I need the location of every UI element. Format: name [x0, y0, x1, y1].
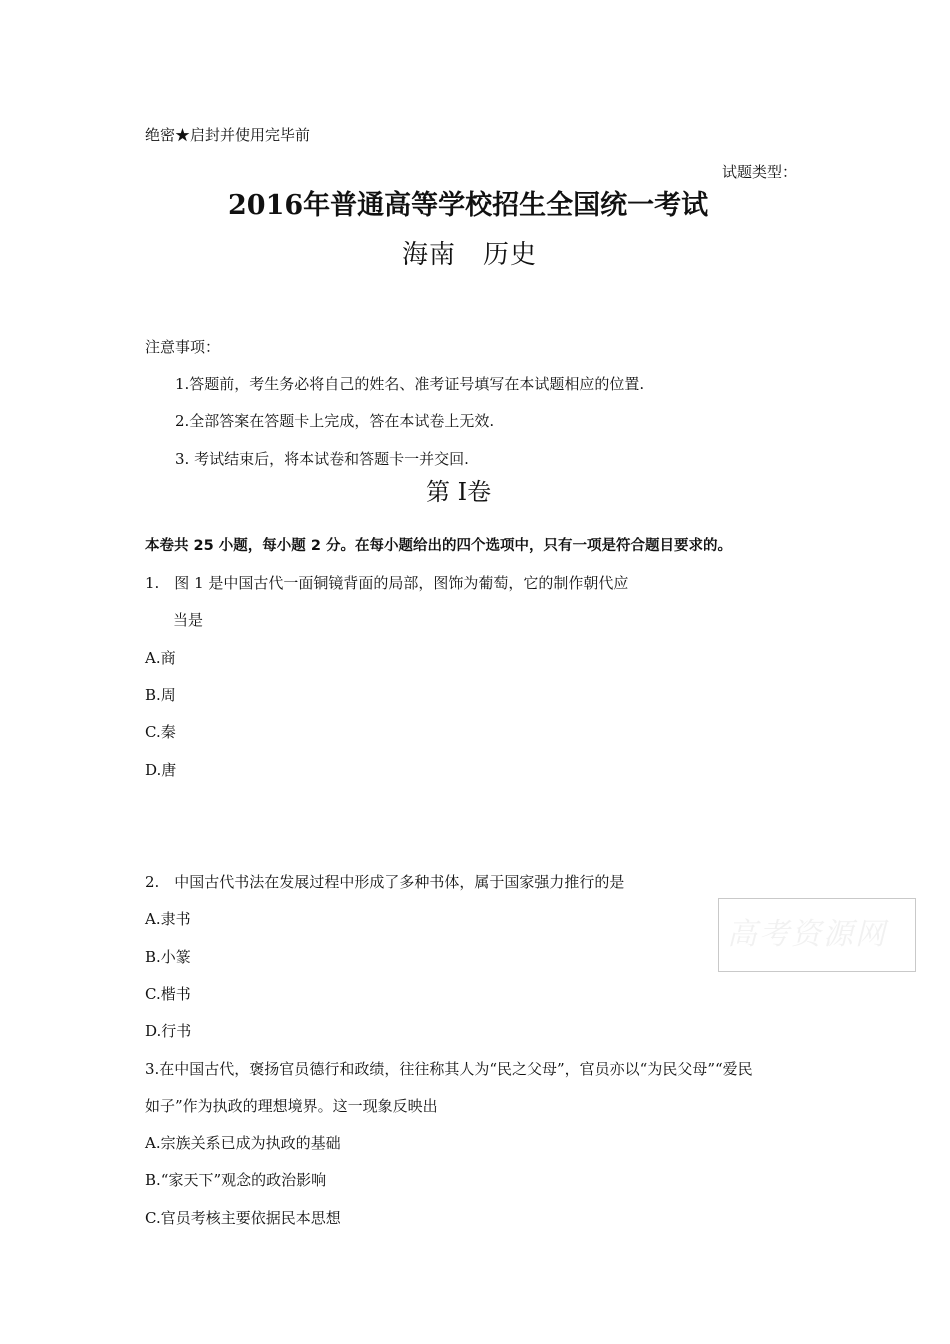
question-stem: 2. 中国古代书法在发展过程中形成了多种书体，属于国家强力推行的是	[145, 873, 625, 891]
option-a: A.隶书	[145, 910, 191, 928]
option-c: C.秦	[145, 723, 176, 741]
watermark-logo	[718, 898, 916, 972]
secret-label: 绝密★启封并使用完毕前	[145, 126, 311, 144]
option-c: C.楷书	[145, 985, 191, 1003]
exam-type-label: 试题类型：	[722, 163, 798, 181]
option-c: C.官员考核主要依据民本思想	[145, 1209, 341, 1227]
option-b: B.小篆	[145, 948, 191, 966]
option-a: A.宗族关系已成为执政的基础	[145, 1134, 341, 1152]
notes-heading: 注意事项：	[145, 338, 221, 356]
note-item: 2.全部答案在答题卡上完成，答在本试卷上无效.	[175, 412, 495, 430]
note-item: 1.答题前，考生务必将自己的姓名、准考证号填写在本试题相应的位置.	[175, 375, 645, 393]
option-d: D.行书	[145, 1022, 192, 1040]
option-a: A.商	[145, 649, 176, 667]
question-stem: 3.在中国古代，褒扬官员德行和政绩，往往称其人为“民之父母”，官员亦以“为民父母”“爱民	[145, 1060, 753, 1078]
watermark-text: 高考资源网	[727, 917, 887, 952]
exam-title: 2016年普通高等学校招生全国统一考试	[228, 190, 709, 221]
question-stem: 如子”作为执政的理想境界。这一现象反映出	[145, 1097, 438, 1115]
section-instruction: 本卷共 25 小题，每小题 2 分。在每小题给出的四个选项中，只有一项是符合题目要求的。	[145, 538, 732, 554]
option-b: B.“家天下”观念的政治影响	[145, 1171, 327, 1189]
exam-subtitle: 海南 历史	[402, 240, 538, 270]
question-stem: 1. 图 1 是中国古代一面铜镜背面的局部，图饰为葡萄，它的制作朝代应	[145, 574, 629, 592]
section-title: 第 Ⅰ卷	[426, 478, 492, 506]
option-d: D.唐	[145, 761, 177, 779]
question-stem: 当是	[173, 611, 204, 629]
note-item: 3. 考试结束后，将本试卷和答题卡一并交回.	[175, 450, 469, 468]
option-b: B.周	[145, 686, 176, 704]
